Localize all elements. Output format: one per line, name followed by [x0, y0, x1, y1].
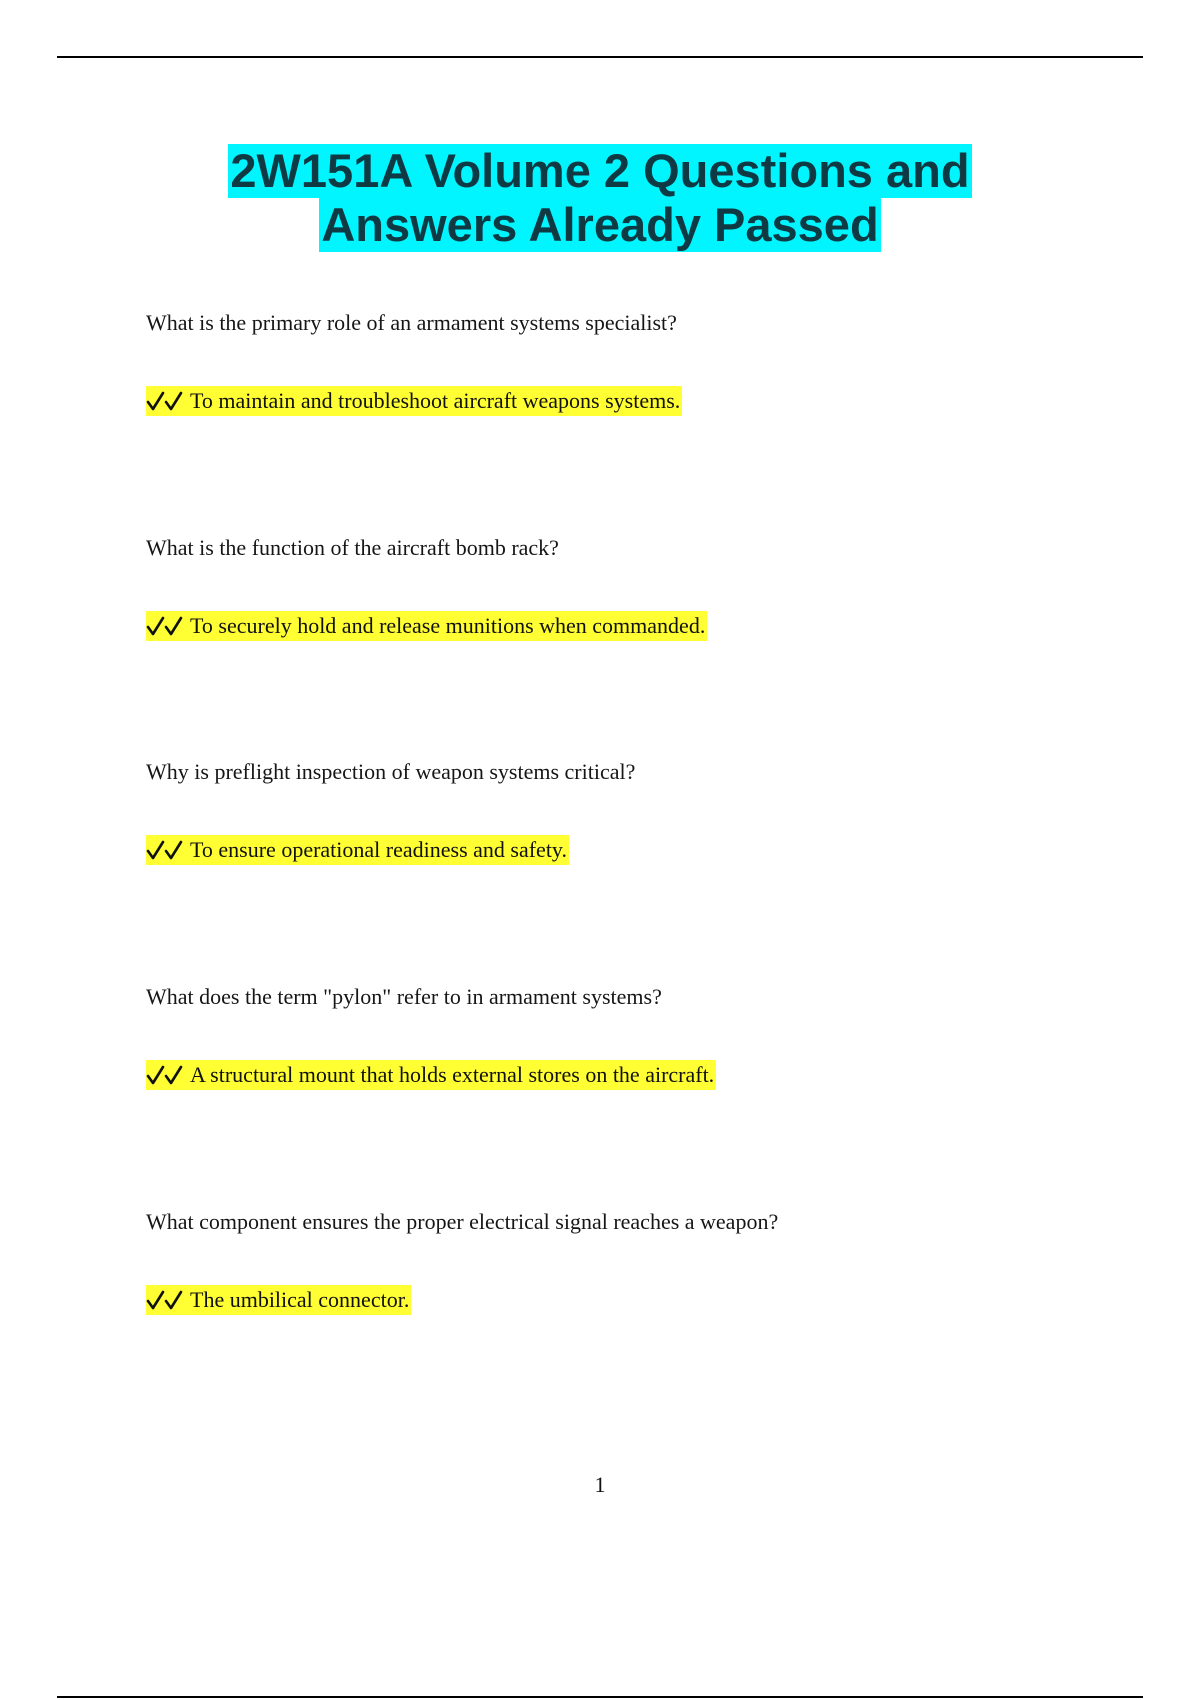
answer-highlight — [146, 386, 682, 416]
double-check-mark-icon — [146, 615, 184, 637]
question-text: What component ensures the proper electrical signal reaches a weapon? — [146, 1209, 779, 1234]
qa-item — [146, 759, 1146, 862]
double-check-mark-icon — [146, 390, 184, 412]
document-title — [0, 144, 1200, 252]
double-check-mark-icon — [146, 839, 184, 861]
qa-item — [146, 310, 1146, 413]
double-check-mark-icon — [146, 1289, 184, 1311]
answer-highlight — [146, 611, 707, 641]
page-number: 1 — [594, 1472, 606, 1497]
answer-text: The umbilical connector. — [190, 1287, 410, 1312]
qa-item — [146, 984, 1146, 1087]
question-text: What is the primary role of an armament systems specialist? — [146, 310, 677, 335]
answer-text: A structural mount that holds external stores on the aircraft. — [190, 1062, 715, 1087]
answer-text: To ensure operational readiness and safety. — [190, 837, 567, 862]
question-text: What does the term "pylon" refer to in armament systems? — [146, 984, 662, 1009]
question-text: Why is preflight inspection of weapon systems critical? — [146, 759, 636, 784]
double-check-mark-icon — [146, 1064, 184, 1086]
top-rule — [57, 56, 1143, 58]
answer-highlight — [146, 1285, 411, 1315]
bottom-rule — [57, 1696, 1143, 1698]
answer-text: To maintain and troubleshoot aircraft weapons systems. — [190, 388, 681, 413]
title-line-1: 2W151A Volume 2 Questions and — [230, 144, 970, 197]
answer-highlight — [146, 835, 569, 865]
answer-text: To securely hold and release munitions when commanded. — [190, 613, 706, 638]
title-line-2: Answers Already Passed — [321, 198, 879, 251]
qa-item — [146, 1209, 1146, 1312]
qa-item — [146, 535, 1146, 638]
question-text: What is the function of the aircraft bomb rack? — [146, 535, 559, 560]
answer-highlight — [146, 1060, 716, 1090]
